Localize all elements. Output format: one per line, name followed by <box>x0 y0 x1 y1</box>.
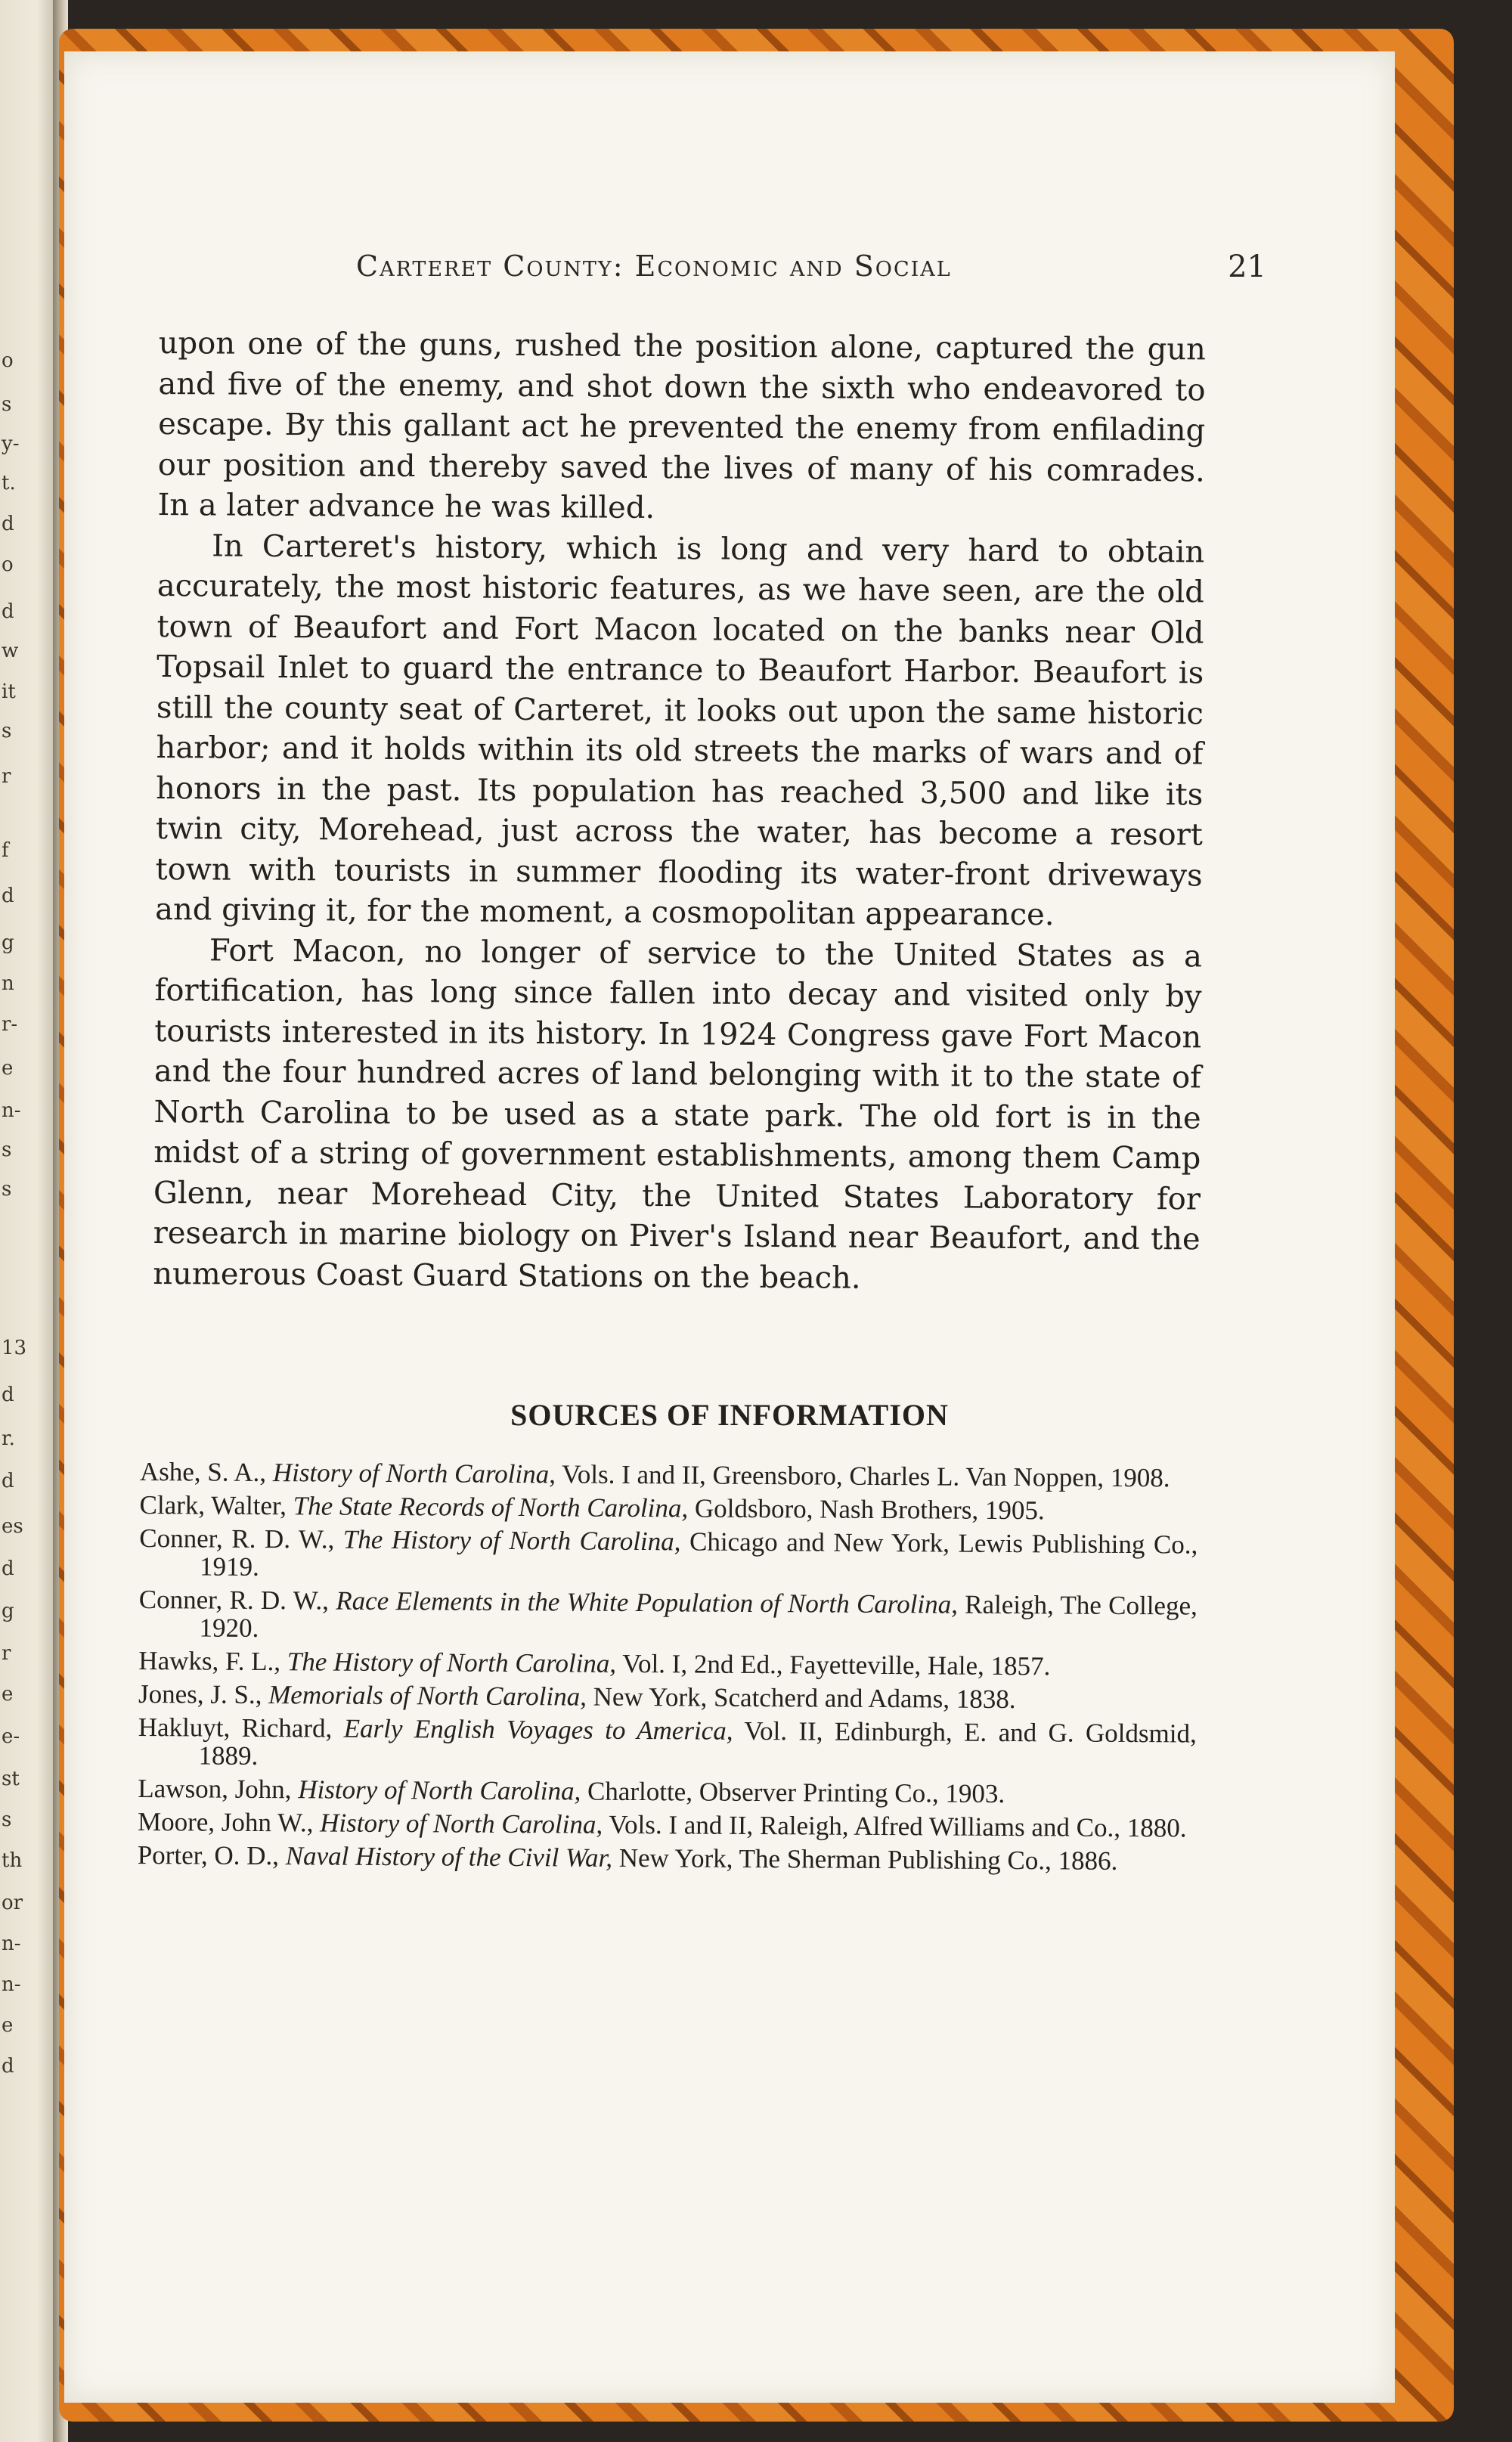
source-entry <box>140 1491 1198 1526</box>
source-publication: Vol. II, Edinburgh, E. and G. Goldsmid, 1889. <box>198 1715 1197 1771</box>
source-entry <box>138 1680 1197 1715</box>
left-page-text-fragment: th <box>2 1849 23 1872</box>
left-page-text-fragment: r. <box>2 1427 15 1450</box>
left-page-text-fragment: d <box>2 1470 14 1492</box>
source-publication: New York, The Sherman Publishing Co., 1886. <box>612 1842 1118 1876</box>
book-page <box>64 51 1395 2403</box>
source-author: Moore, John W., <box>137 1806 321 1838</box>
source-author: Clark, Walter, <box>139 1489 293 1521</box>
source-author: Ashe, S. A., <box>139 1457 274 1488</box>
source-publication: Vol. I, 2nd Ed., Fayetteville, Hale, 1857. <box>616 1648 1051 1681</box>
source-title: Race Elements in the White Population of North Carolina, <box>336 1585 959 1619</box>
left-page-text-fragment: o <box>2 349 14 372</box>
sources-heading: SOURCES OF INFORMATION <box>510 1398 949 1432</box>
left-page-text-fragment: or <box>2 1892 23 1914</box>
left-page-text-fragment: e <box>2 1683 14 1706</box>
source-publication: New York, Scatcherd and Adams, 1838. <box>586 1681 1016 1715</box>
left-page-text-fragment: d <box>2 513 14 535</box>
source-entry <box>139 1585 1198 1648</box>
left-page-text-fragment: d <box>2 2055 14 2078</box>
source-entry <box>138 1713 1196 1776</box>
left-page-text-fragment: e <box>2 1057 14 1080</box>
left-page-text-fragment: n- <box>2 1973 21 1996</box>
left-page-text-fragment: it <box>2 680 16 703</box>
left-page-text-fragment: o <box>2 553 14 576</box>
source-author: Lawson, John, <box>138 1773 299 1805</box>
left-page-text-fragment: es <box>2 1515 23 1538</box>
page-number: 21 <box>1228 249 1266 284</box>
paragraph: Fort Macon, no longer of service to the United States as a fortification, has long since fallen into decay and visited only by tourists interested in its history. In 1924 Congress gave Fort Macon and the four hundred acres of land belonging with it to the state of North Carolina to be used as a state park. The old fort is in the midst of a string of government establishments, among them Camp Glenn, near Morehead City, the United States Laboratory for research in marine biology on Piver's Island near Beaufort, and the numerous Coast Guard Stations on the beach. <box>153 932 1203 1296</box>
source-author: Hawks, F. L., <box>138 1645 287 1677</box>
left-page-text-fragment: w <box>2 640 19 662</box>
left-page-text-fragment: s <box>2 1178 12 1201</box>
left-page-edge <box>0 0 53 2442</box>
left-page-text-fragment: g <box>2 931 14 954</box>
source-publication: Vols. I and II, Greensboro, Charles L. Van Noppen, 1908. <box>555 1459 1170 1493</box>
source-author: Conner, R. D. W., <box>139 1523 343 1554</box>
running-head: Carteret County: Economic and Social <box>356 249 952 283</box>
source-entry <box>140 1458 1198 1492</box>
source-title: The History of North Carolina, <box>287 1647 617 1678</box>
source-author: Conner, R. D. W., <box>138 1584 336 1616</box>
source-author: Hakluyt, Richard, <box>138 1712 344 1743</box>
source-title: The History of North Carolina, <box>342 1524 681 1557</box>
sources-list <box>138 1458 1198 1881</box>
source-title: Memorials of North Carolina, <box>268 1680 587 1712</box>
source-title: The State Records of North Carolina, <box>293 1491 689 1523</box>
left-page-text-fragment: d <box>2 1557 14 1580</box>
left-page-text-fragment: st <box>2 1768 20 1790</box>
source-entry <box>138 1808 1196 1842</box>
left-page-text-fragment: d <box>2 885 14 907</box>
left-page-text-fragment: s <box>2 1139 12 1161</box>
source-title: Early English Voyages to America, <box>343 1713 733 1746</box>
source-title: History of North Carolina, <box>298 1774 581 1806</box>
left-page-text-fragment: e <box>2 2014 14 2037</box>
left-page-text-fragment: d <box>2 1384 14 1406</box>
left-page-text-fragment: 13 <box>2 1337 27 1359</box>
source-publication: Chicago and New York, Lewis Publishing Co., 1919. <box>200 1526 1198 1582</box>
left-page-text-fragment: r <box>2 1642 11 1665</box>
source-author: Porter, O. D., <box>137 1839 286 1871</box>
source-entry <box>138 1774 1196 1809</box>
source-author: Jones, J. S., <box>138 1678 269 1710</box>
paragraph: upon one of the guns, rushed the position alone, captured the gun and five of the enemy, and shot down the sixth who endeavored to escape. By this gallant act he prevented the enemy from enfilading our position and thereby saved the lives of many of his comrades. In a later advance he was killed. <box>157 325 1206 526</box>
source-publication: Charlotte, Observer Printing Co., 1903. <box>581 1776 1005 1808</box>
left-page-text-fragment: y- <box>2 432 20 455</box>
left-page-text-fragment: n- <box>2 1932 21 1955</box>
left-page-text-fragment: f <box>2 839 9 862</box>
left-page-text-fragment: r <box>2 765 11 788</box>
left-page-text-fragment: n <box>2 972 14 995</box>
left-page-text-fragment: s <box>2 393 12 416</box>
paragraph: In Carteret's history, which is long and very hard to obtain accurately, the most historic features, as we have seen, are the old town of Beaufort and Fort Macon located on the banks near Old Topsail Inlet to guard the entrance to Beaufort Harbor. Beaufort is still the county seat of Carteret, it looks out upon the same historic harbor; and it holds within its old streets the marks of wars and of honors in the past. Its population has reached 3,500 and like its twin city, Morehead, just across the water, has become a resort town with tourists in summer flooding its water-front driveways and giving it, for the moment, a cosmopolitan appearance. <box>155 528 1205 933</box>
left-page-text-fragment: d <box>2 600 14 623</box>
left-page-text-fragment: s <box>2 1808 12 1831</box>
left-page-text-fragment: s <box>2 720 12 742</box>
left-page-text-fragment: e- <box>2 1725 20 1748</box>
source-publication: Goldsboro, Nash Brothers, 1905. <box>688 1493 1045 1526</box>
left-page-text-fragment: n- <box>2 1099 21 1122</box>
source-entry <box>139 1524 1198 1587</box>
page-header <box>291 249 1266 295</box>
source-entry <box>138 1647 1197 1681</box>
source-publication: Vols. I and II, Raleigh, Alfred Williams and Co., 1880. <box>603 1809 1187 1843</box>
source-publication: Raleigh, The College, 1920. <box>199 1589 1198 1643</box>
body-text <box>153 324 1206 1300</box>
source-title: History of North Carolina, <box>320 1808 603 1839</box>
source-title: History of North Carolina, <box>272 1458 556 1489</box>
left-page-text-fragment: r- <box>2 1013 18 1036</box>
left-page-text-fragment: t. <box>2 472 16 494</box>
source-entry <box>138 1841 1196 1876</box>
source-title: Naval History of the Civil War, <box>285 1841 613 1873</box>
left-page-text-fragment: g <box>2 1600 14 1622</box>
